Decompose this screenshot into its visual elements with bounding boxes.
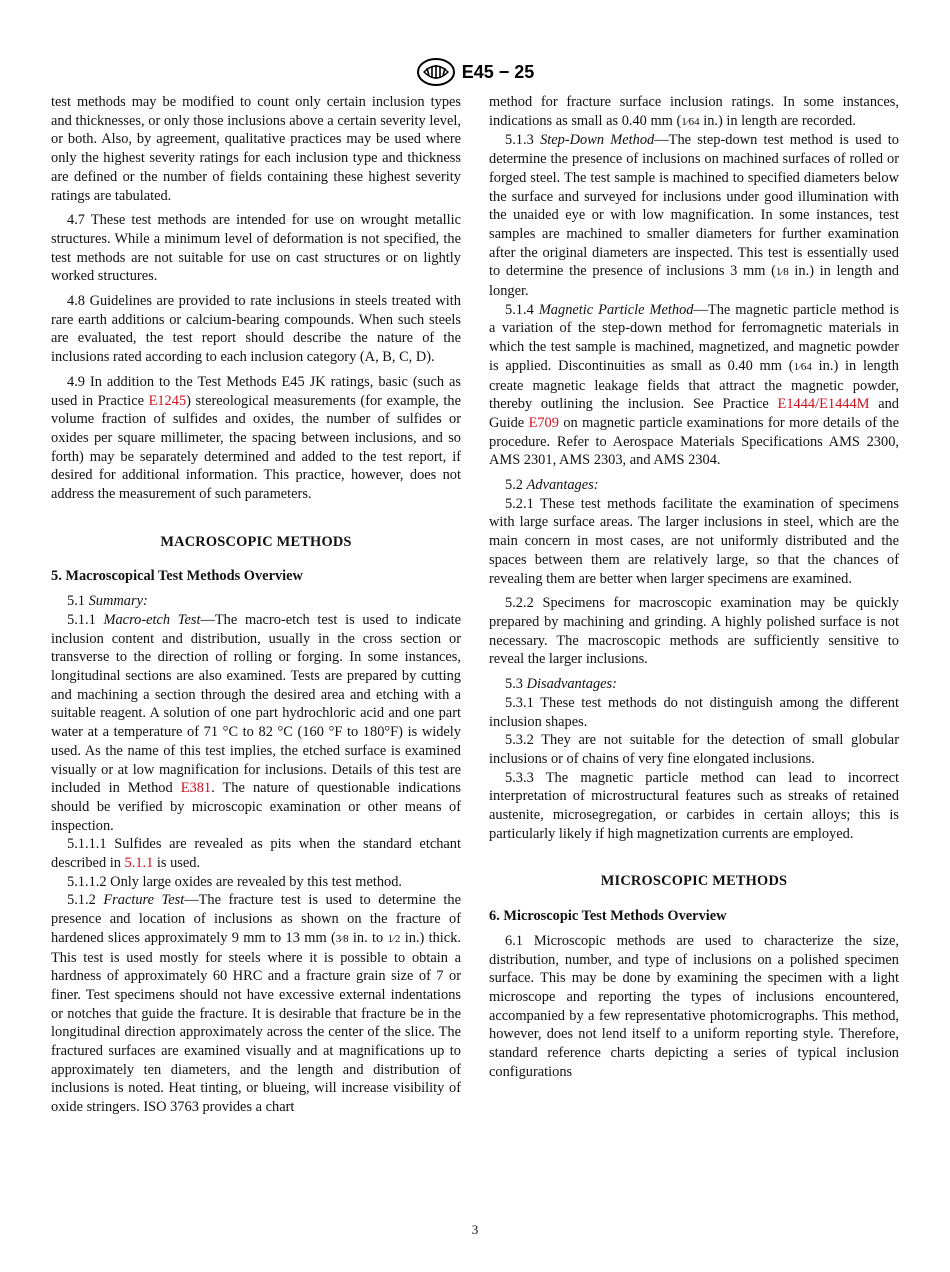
text: 5.1.1.1 Sulfides are revealed as pits when the standard etchant described in [51, 836, 461, 872]
astm-logo-icon [416, 57, 456, 87]
paragraph-4-7: 4.7 These test methods are intended for use on wrought metallic structures. While a minimum level of deformation is not specified, the test methods are not suitable for use on cast structures or on lightly worked structures. [51, 212, 461, 285]
paragraph-5-1-1-1 [51, 835, 461, 872]
clause-number: 5.1 [67, 593, 89, 610]
clause-title: Magnetic Particle Method [538, 301, 694, 318]
text: method for fracture surface inclusion ratings. In some instances, indications as small as 0.40 mm ( [489, 94, 899, 129]
heading-5: 5. Macroscopical Test Methods Overview [51, 568, 303, 585]
link-e709[interactable]: E709 [528, 414, 559, 431]
paragraph-5-1-4 [489, 301, 899, 470]
text: —The macro-etch test is used to indicate inclusion content and distribution, usually in the cross section or transverse to the direction of rolling or forging. In some instances, longitudinal sections are also examined. Tests are prepared by cutting and machining a section through the desired area and etching with a suitable reagent. A solution of one part hydrochloric acid and one part water at a temperature of 71 °C to 82 °C (160 °F to 180°F) is widely used. As the name of this test implies, the etched surface is examined visually or at low magnification for inclusions. Details of this test are included in Method [51, 611, 461, 797]
clause-title: Fracture Test [103, 892, 185, 909]
page-number: 3 [471, 1222, 479, 1237]
document-id: E45 − 25 [461, 61, 535, 82]
paragraph-4-9 [51, 373, 461, 504]
text: —The step-down test method is used to determine the presence of inclusions on machined surfaces of rolled or forged steel. The test sample is machined to specified diameters below the surface and surveyed for inclusions under good illumination with the unaided eye or with low magnification. In some instances, test samples are machined to smaller diameters for further examination after the original diameters are inspected. This test is essentially used to determine the presence of inclusions 3 mm ( [489, 132, 899, 280]
right-column [489, 93, 899, 1081]
link-5-1-1[interactable]: 5.1.1 [124, 855, 154, 872]
paragraph-5-3 [489, 675, 899, 694]
text: . The nature of questionable indications should be verified by microscopic examination or other means of inspection. [51, 780, 461, 834]
text: —The magnetic particle method is a variation of the step-down method for ferromagnetic materials in which the test sample is machined, magnetized, and magnetic powder is applied. Discontinuities as small as 0.40 mm ( [489, 301, 899, 374]
paragraph-5-1-1-2: 5.1.1.2 Only large oxides are revealed by this test method. [67, 873, 403, 890]
clause-number: 5.1.4 [505, 301, 539, 318]
clause-title: Advantages: [526, 477, 599, 494]
link-e381[interactable]: E381 [180, 780, 212, 797]
paragraph-5-2-1: 5.2.1 These test methods facilitate the examination of specimens with large surface areas. The larger inclusions in steel, which are the main concern in most cases, are not uniformly distributed and the spaces between them are relatively large, so that the chances of revealing them are better when larger specimens are examined. [489, 495, 899, 587]
text: is used. [153, 855, 201, 872]
paragraph-5-1-3 [489, 131, 899, 300]
fraction: 1⁄64 [793, 360, 812, 373]
clause-number: 5.1.2 [67, 892, 104, 909]
text: in.) thick. This test is used mostly for steels where it is possible to obtain a hardness of approximately 60 HRC and a fracture grain size of 7 or finer. Test specimens should not have excessive external indentations or notches that guide the fracture. It is desirable that fracture be in the longitudinal direction approximately across the center of the slice. The fractured surfaces are examined visually and at magnifications up to approximately ten diameters, and the length and distribution of inclusions is noted. Heat tinting, or blueing, will increase visibility of oxide stringers. ISO 3763 provides a chart [51, 929, 461, 1116]
fraction: 3⁄8 [335, 932, 349, 945]
paragraph-6-1: 6.1 Microscopic methods are used to characterize the size, distribution, number, and type of inclusions on a polished specimen surface. This may be done by examining the specimen with a light microscope and reporting the types of inclusions encountered, accompanied by a few representative photomicrographs. This method, however, does not lend itself to a uniform reporting style. Therefore, standard reference charts depicting a series of typical inclusion configurations [489, 932, 899, 1080]
paragraph-5-1-1 [51, 611, 461, 835]
heading-6: 6. Microscopic Test Methods Overview [489, 908, 727, 925]
text: in. to [348, 929, 388, 946]
clause-title: Disadvantages: [526, 676, 617, 693]
section-heading-microscopic: MICROSCOPIC METHODS [600, 873, 788, 890]
fraction: 1⁄2 [387, 932, 401, 945]
text: and Guide [489, 396, 899, 431]
text: 4.9 In addition to the Test Methods E45 JK ratings, basic (such as used in Practice [51, 373, 461, 409]
clause-number: 5.1.1 [67, 611, 104, 628]
fraction: 1⁄64 [681, 115, 700, 128]
link-e1245[interactable]: E1245 [148, 392, 187, 409]
paragraph-5-2 [489, 476, 899, 495]
text: ) stereological measurements (for example, the volume fraction of sulfides and oxides, the number of sulfides or oxides per square millimeter, the spacing between inclusions, and so forth) may be separately determined and added to the test report, if desired for additional information. This practice, however, does not address the measurement of such parameters. [51, 392, 461, 503]
clause-title: Step-Down Method [540, 132, 655, 149]
paragraph-4-8: 4.8 Guidelines are provided to rate inclusions in steels treated with rare earth additions or calcium-bearing compounds. When such steels are evaluated, the test report should describe the nature of the inclusions rated according to each inclusion category (A, B, C, D). [51, 293, 461, 366]
paragraph-5-3-3: 5.3.3 The magnetic particle method can lead to incorrect interpretation of microstructural features such as streaks of retained austenite, microsegregation, or carbides in certain alloys; this is particularly likely if high magnetization currents are employed. [489, 769, 899, 842]
page-header [0, 57, 950, 87]
text: —The fracture test is used to determine the presence and location of inclusions as shown on the fracture of hardened slices approximately 9 mm to 13 mm ( [51, 892, 461, 946]
clause-title: Summary: [88, 593, 148, 610]
paragraph-5-1-2-cont [489, 93, 899, 131]
clause-number: 5.3 [505, 676, 527, 693]
paragraph-4-6-cont: test methods may be modified to count only certain inclusion types and thicknesses, or only those inclusions above a certain severity level, or both. Also, by agreement, qualitative practices may be used where only the highest severity ratings for each inclusion type and thickness are defined or the number of fields containing these highest severity ratings are tabulated. [51, 94, 461, 204]
section-heading-macroscopic: MACROSCOPIC METHODS [160, 533, 352, 550]
link-e1444[interactable]: E1444/E1444M [777, 396, 870, 413]
text: on magnetic particle examinations for more details of the procedure. Refer to Aerospace Materials Specifications AMS 2300, AMS 2301, AMS 2303, and AMS 2304. [489, 414, 899, 469]
clause-number: 5.1.3 [505, 132, 541, 149]
text: in.) in length are recorded. [699, 112, 856, 129]
clause-number: 5.2 [505, 477, 527, 494]
paragraph-5-3-2: 5.3.2 They are not suitable for the detection of small globular inclusions or of chains of very fine elongated inclusions. [489, 732, 899, 767]
left-column [51, 93, 461, 1117]
clause-title: Macro-etch Test [103, 611, 201, 628]
paragraph-5-2-2: 5.2.2 Specimens for macroscopic examination may be quickly prepared by machining and grinding. A highly polished surface is not necessary. The macroscopic methods are sufficiently sensitive to reveal the larger inclusions. [489, 595, 899, 668]
paragraph-5-3-1: 5.3.1 These test methods do not distinguish among the different inclusion shapes. [489, 694, 899, 730]
fraction: 1⁄8 [775, 266, 789, 279]
paragraph-5-1-2 [51, 891, 461, 1116]
text: in.) in length and longer. [489, 263, 899, 300]
paragraph-5-1 [51, 592, 461, 611]
text: in.) in length create magnetic leakage fields that attract the magnetic powder, thereby outlining the inclusion. See Practice [489, 357, 899, 413]
